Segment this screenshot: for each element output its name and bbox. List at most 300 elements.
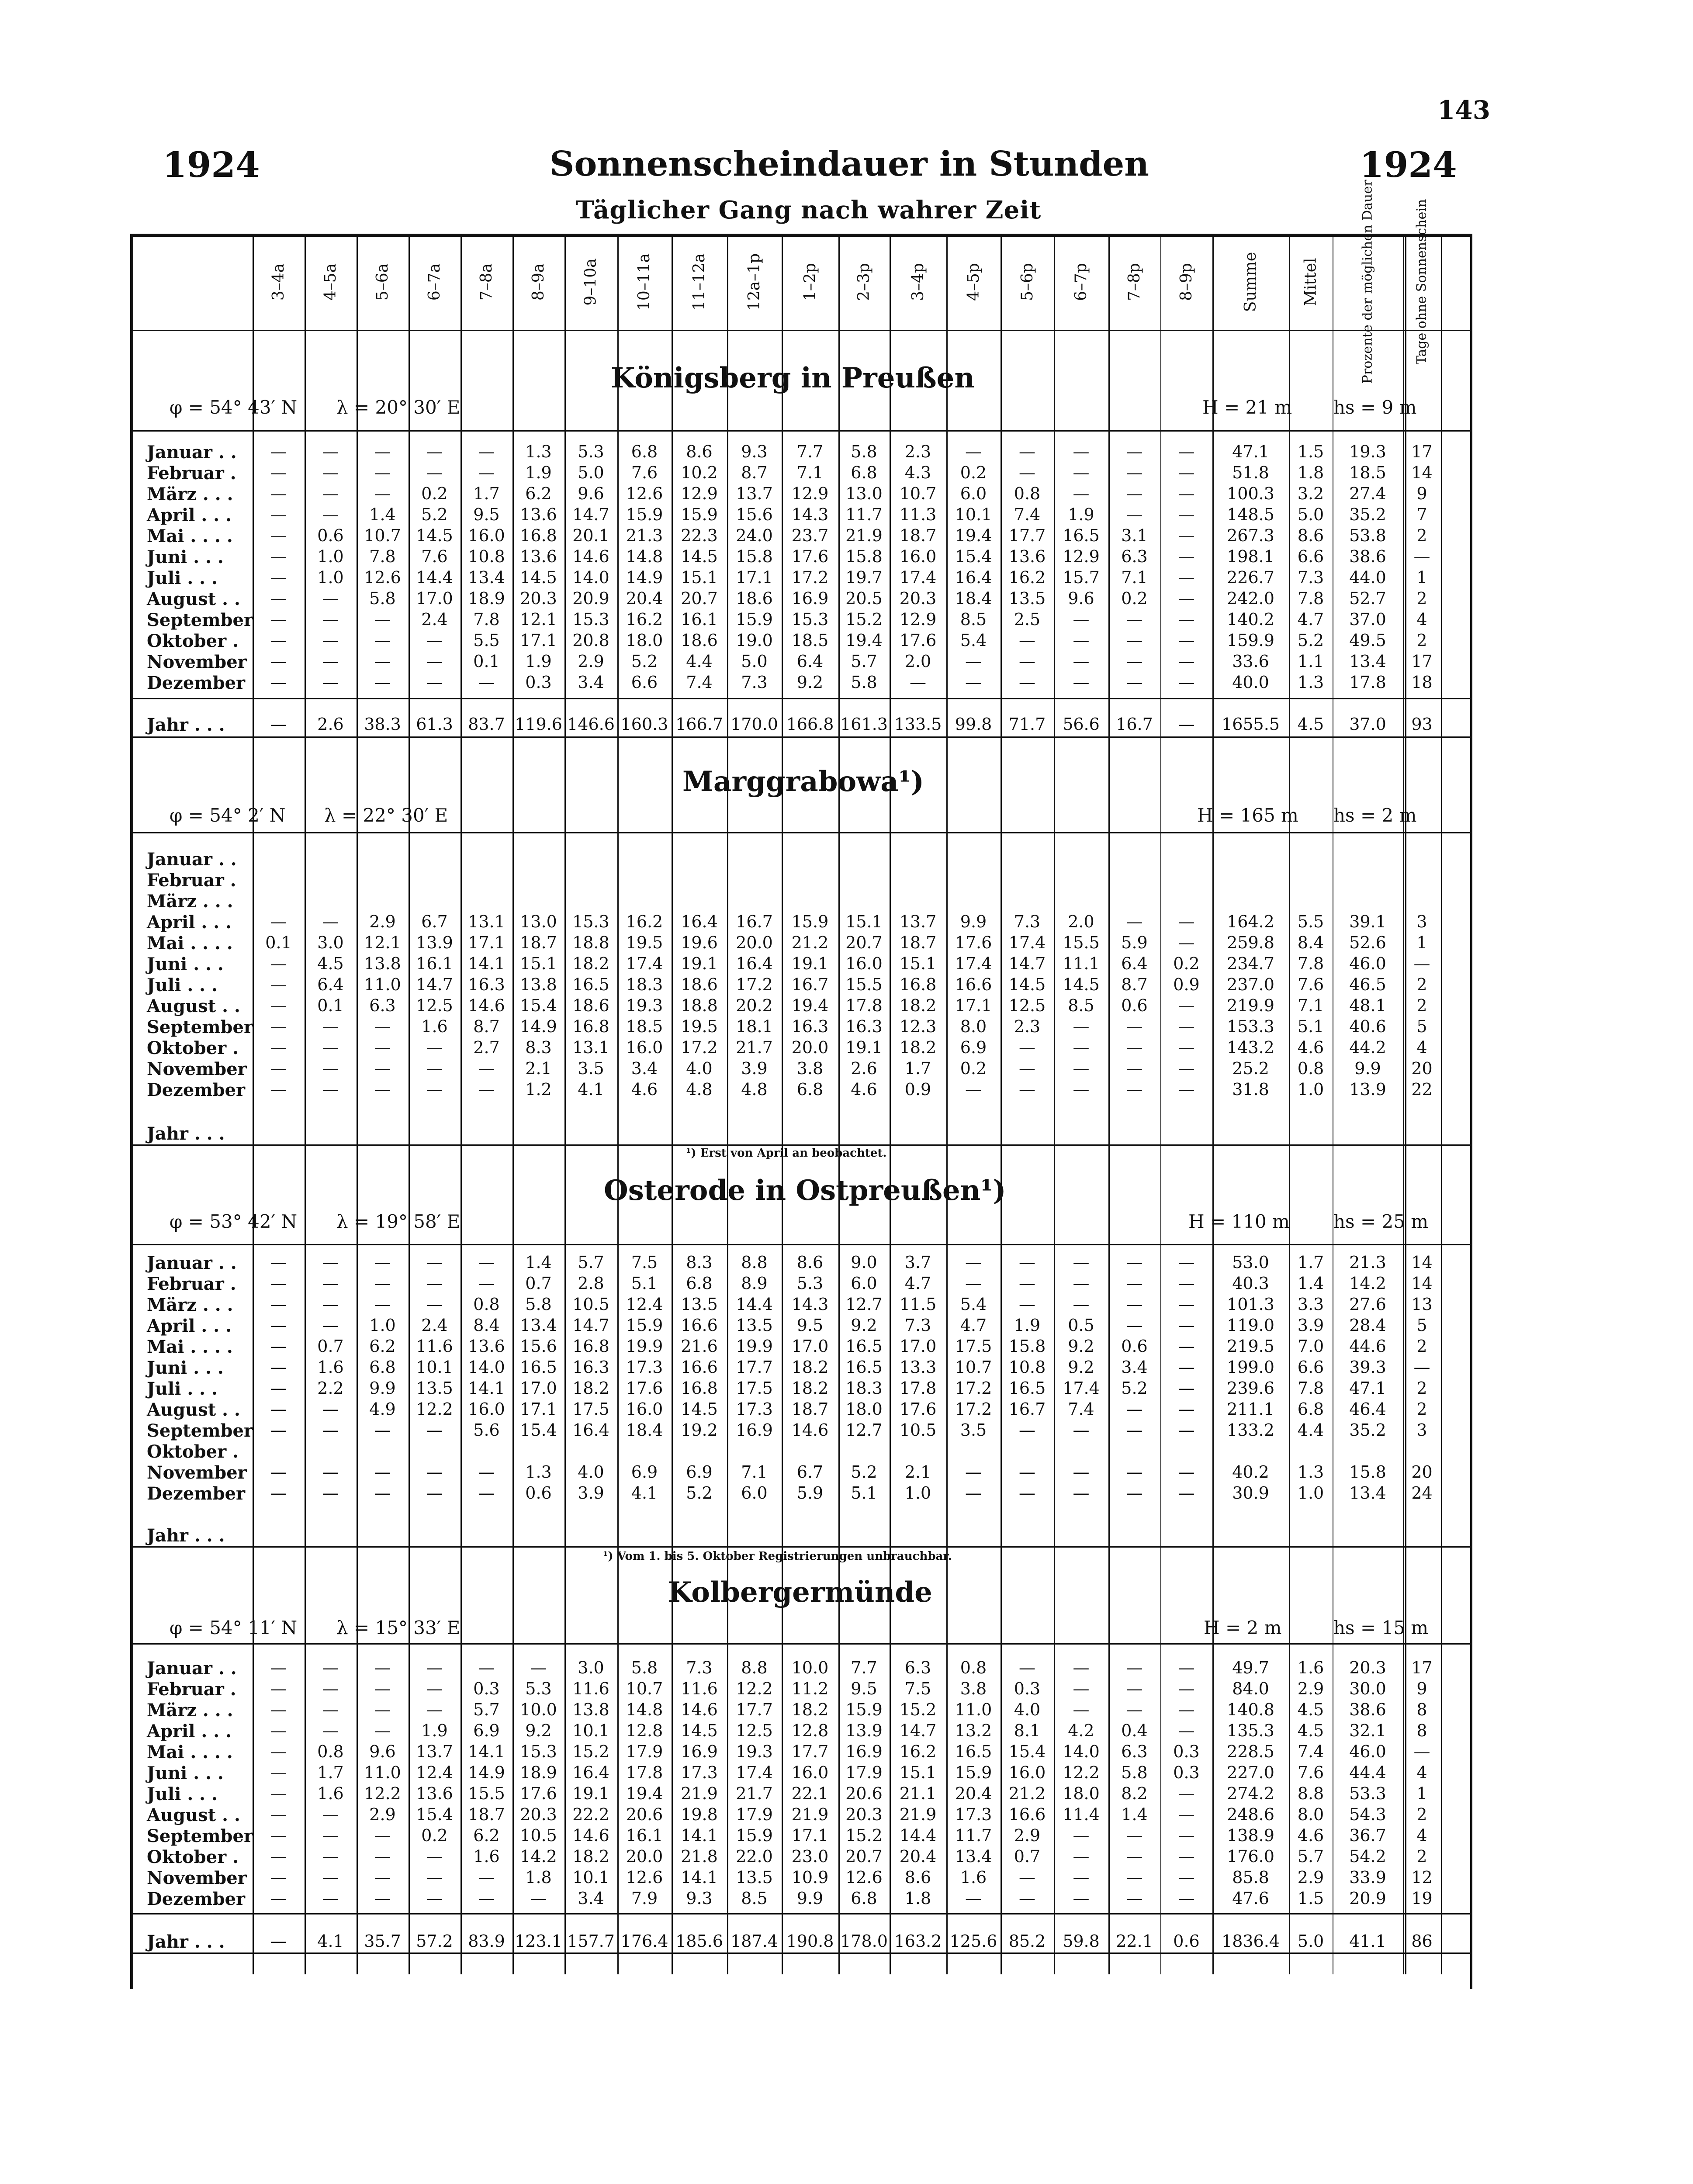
table-cell: 15.4 <box>520 996 557 1015</box>
table-cell: — <box>322 1483 339 1503</box>
table-cell: 148.5 <box>1227 505 1274 524</box>
table-cell: 22.0 <box>736 1847 773 1866</box>
table-cell: 7.3 <box>741 673 768 692</box>
table-cell: 49.5 <box>1349 631 1386 650</box>
table-cell: 6.8 <box>631 442 658 461</box>
table-cell: 15.1 <box>899 954 937 973</box>
table-cell: 15.2 <box>845 1826 883 1845</box>
table-cell: 4.1 <box>578 1080 604 1099</box>
table-cell: — <box>965 673 982 692</box>
table-cell: 6.4 <box>1121 954 1148 973</box>
table-cell: 18.0 <box>845 1400 883 1419</box>
table-cell: 40.2 <box>1232 1462 1269 1482</box>
table-cell: 14.5 <box>681 1721 718 1740</box>
table-cell: 8.4 <box>473 1316 500 1335</box>
table-cell: 13.2 <box>955 1721 992 1740</box>
month-label: Jahr . . . <box>147 715 225 735</box>
table-cell: — <box>426 1847 443 1866</box>
table-cell: 7.3 <box>1297 568 1324 587</box>
table-cell: 19.4 <box>955 526 992 545</box>
table-cell: — <box>322 1847 339 1866</box>
table-cell: 1.8 <box>1297 463 1324 482</box>
table-cell: 1.0 <box>369 1316 396 1335</box>
table-cell: 9 <box>1416 1679 1427 1698</box>
table-cell: 7.6 <box>1297 1763 1324 1782</box>
table-cell: 1655.5 <box>1222 715 1280 734</box>
column-header <box>890 236 946 328</box>
table-cell: — <box>1073 1059 1090 1078</box>
table-cell: 6.9 <box>631 1462 658 1482</box>
table-cell: 10.2 <box>681 463 718 482</box>
table-cell: 5.8 <box>369 589 396 608</box>
station-longitude: λ = 19° 58′ E <box>336 1211 460 1232</box>
table-cell: 0.6 <box>317 526 344 545</box>
table-cell: 17.5 <box>572 1400 609 1419</box>
table-cell: 17.2 <box>791 568 829 587</box>
table-cell: — <box>1073 1462 1090 1482</box>
table-cell: 119.6 <box>515 715 562 734</box>
table-cell: 15.6 <box>520 1337 557 1356</box>
table-cell: 6.7 <box>796 1462 824 1482</box>
page-subtitle: Täglicher Gang nach wahrer Zeit <box>576 196 1042 225</box>
table-cell: 13.5 <box>736 1868 773 1887</box>
table-cell: 17.3 <box>736 1400 773 1419</box>
table-cell: 16.5 <box>1008 1379 1046 1398</box>
table-cell: 1.4 <box>1121 1805 1148 1824</box>
table-cell: 36.7 <box>1349 1826 1386 1845</box>
station-hs: hs = 9 m <box>1333 397 1417 418</box>
table-cell: 0.1 <box>473 652 500 671</box>
month-label: Februar . <box>147 870 236 891</box>
table-cell: — <box>1126 912 1143 931</box>
table-cell: 1.6 <box>473 1847 500 1866</box>
table-cell: 163.2 <box>894 1932 942 1951</box>
table-cell: 17.0 <box>520 1379 557 1398</box>
table-cell: 20.7 <box>845 1847 883 1866</box>
table-cell: 6.4 <box>796 652 824 671</box>
table-cell: 16.8 <box>681 1379 718 1398</box>
table-cell: — <box>270 1316 287 1335</box>
table-cell: 7.5 <box>904 1679 931 1698</box>
table-cell: 56.6 <box>1063 715 1100 734</box>
table-cell: 4.0 <box>1014 1700 1041 1719</box>
table-cell: 3.4 <box>578 1889 604 1908</box>
station-latitude: φ = 54° 2′ N <box>170 805 286 826</box>
table-cell: 19.3 <box>1349 442 1386 461</box>
table-cell: 0.8 <box>1014 484 1041 503</box>
month-label: November <box>147 1462 247 1483</box>
table-cell: 3.3 <box>1297 1295 1324 1314</box>
table-cell: — <box>1178 673 1195 692</box>
table-cell: 44.4 <box>1349 1763 1386 1782</box>
table-cell: 7.3 <box>904 1316 931 1335</box>
table-cell: 8.0 <box>1297 1805 1324 1824</box>
month-label: Dezember <box>147 1080 246 1100</box>
table-cell: — <box>1178 1826 1195 1845</box>
table-cell: 0.1 <box>265 933 292 952</box>
table-cell: — <box>270 1847 287 1866</box>
table-cell: 20.0 <box>626 1847 663 1866</box>
table-cell: 8.3 <box>686 1253 713 1272</box>
table-cell: 11.6 <box>572 1679 609 1698</box>
table-cell: 38.3 <box>364 715 401 734</box>
table-cell: 0.9 <box>1173 975 1200 994</box>
table-cell: 2.0 <box>1068 912 1094 931</box>
table-cell: 1.9 <box>421 1721 448 1740</box>
table-cell: 17.6 <box>791 547 829 566</box>
table-cell: 1.1 <box>1297 652 1324 671</box>
table-cell: 1.9 <box>525 463 552 482</box>
table-cell: 11.1 <box>1063 954 1100 973</box>
table-cell: — <box>270 1679 287 1698</box>
table-cell: 19.4 <box>791 996 829 1015</box>
station-footnote: ¹) Vom 1. bis 5. Oktober Registrierungen unbrauchbar. <box>603 1550 952 1563</box>
table-cell: 14.9 <box>520 1017 557 1036</box>
table-cell: 4.8 <box>686 1080 713 1099</box>
table-cell: — <box>426 631 443 650</box>
table-cell: 99.8 <box>955 715 992 734</box>
table-cell: 0.2 <box>1173 954 1200 973</box>
table-cell: 5.1 <box>631 1274 658 1293</box>
table-cell: — <box>270 1462 287 1482</box>
table-cell: — <box>270 1658 287 1677</box>
table-cell: — <box>270 1805 287 1824</box>
table-cell: — <box>1178 505 1195 524</box>
table-cell: 40.6 <box>1349 1017 1386 1036</box>
table-cell: — <box>1178 1721 1195 1740</box>
month-label: April . . . <box>147 1721 232 1742</box>
table-cell: 15.2 <box>845 610 883 629</box>
table-cell: 7.1 <box>1121 568 1148 587</box>
table-cell: 100.3 <box>1227 484 1274 503</box>
table-cell: 6.9 <box>473 1721 500 1740</box>
table-cell: 18.8 <box>681 996 718 1015</box>
table-cell: — <box>374 1721 391 1740</box>
table-cell: — <box>426 1889 443 1908</box>
table-cell: 219.9 <box>1227 996 1274 1015</box>
table-cell: 15.4 <box>520 1420 557 1440</box>
table-cell: — <box>1073 1274 1090 1293</box>
table-cell: 16.6 <box>681 1358 718 1377</box>
table-cell: 39.3 <box>1349 1358 1386 1377</box>
table-cell: 18.7 <box>468 1805 505 1824</box>
table-cell: 4.1 <box>631 1483 658 1503</box>
table-cell: — <box>530 1889 547 1908</box>
table-cell: 15.3 <box>572 610 609 629</box>
table-cell: 15.9 <box>736 1826 773 1845</box>
table-cell: 83.9 <box>468 1932 505 1951</box>
table-cell: 18.4 <box>955 589 992 608</box>
table-cell: — <box>426 463 443 482</box>
table-cell: 6.8 <box>1297 1400 1324 1419</box>
table-cell: 8.5 <box>960 610 987 629</box>
table-cell: — <box>1178 463 1195 482</box>
table-cell: 7.6 <box>421 547 448 566</box>
table-cell: 17.1 <box>468 933 505 952</box>
month-label: Juli . . . <box>147 1784 218 1804</box>
table-cell: 9.5 <box>851 1679 877 1698</box>
table-cell: 20.7 <box>681 589 718 608</box>
table-cell: 14.1 <box>468 954 505 973</box>
month-label: Oktober . <box>147 1038 239 1058</box>
table-cell: — <box>1019 1274 1035 1293</box>
table-cell: 1.3 <box>1297 673 1324 692</box>
table-cell: 18 <box>1411 673 1433 692</box>
column-header-label: 7–8p <box>1125 263 1143 301</box>
table-cell: 157.7 <box>567 1932 615 1951</box>
table-cell: 18.2 <box>791 1358 829 1377</box>
table-cell: 16.3 <box>845 1017 883 1036</box>
table-cell: 13.7 <box>899 912 937 931</box>
station-height: H = 110 m <box>1188 1211 1290 1232</box>
table-cell: 16.3 <box>791 1017 829 1036</box>
table-cell: 16.6 <box>1008 1805 1046 1824</box>
table-cell: — <box>322 484 339 503</box>
table-cell: — <box>1178 442 1195 461</box>
table-cell: 13.8 <box>572 1700 609 1719</box>
table-cell: 1.6 <box>1297 1658 1324 1677</box>
table-cell: — <box>426 1868 443 1887</box>
table-cell: 17.1 <box>791 1826 829 1845</box>
table-cell: 2.9 <box>1297 1679 1324 1698</box>
table-cell: — <box>478 1658 495 1677</box>
table-cell: — <box>1178 1462 1195 1482</box>
table-cell: — <box>1126 1700 1143 1719</box>
table-cell: 16.4 <box>736 954 773 973</box>
table-cell: 18.2 <box>791 1379 829 1398</box>
table-cell: 59.8 <box>1063 1932 1100 1951</box>
table-cell: 4.5 <box>1297 715 1324 734</box>
table-cell: 17.7 <box>736 1700 773 1719</box>
table-cell: — <box>1178 1805 1195 1824</box>
table-cell: — <box>322 442 339 461</box>
table-cell: 5.7 <box>473 1700 500 1719</box>
table-cell: 28.4 <box>1349 1316 1386 1335</box>
table-cell: — <box>374 1295 391 1314</box>
table-cell: — <box>270 589 287 608</box>
table-cell: 17.4 <box>955 954 992 973</box>
table-cell: 18.7 <box>899 526 937 545</box>
table-cell: 4.1 <box>317 1932 344 1951</box>
table-cell: — <box>374 1847 391 1866</box>
table-cell: 16.7 <box>736 912 773 931</box>
table-cell: — <box>1073 1080 1090 1099</box>
column-header <box>1333 180 1403 384</box>
table-cell: 14.9 <box>468 1763 505 1782</box>
month-label: März . . . <box>147 1700 233 1721</box>
table-cell: 16.0 <box>791 1763 829 1782</box>
table-cell: — <box>1019 1420 1035 1440</box>
year-left: 1924 <box>163 144 260 185</box>
table-cell: 15.3 <box>520 1742 557 1761</box>
table-cell: 6.2 <box>473 1826 500 1845</box>
table-cell: 52.6 <box>1349 933 1386 952</box>
table-cell: 8.8 <box>741 1658 768 1677</box>
station-longitude: λ = 20° 30′ E <box>336 397 460 418</box>
table-cell: 17.8 <box>845 996 883 1015</box>
table-cell: — <box>374 1658 391 1677</box>
table-cell: — <box>322 589 339 608</box>
table-cell: 17.3 <box>955 1805 992 1824</box>
table-cell: — <box>1073 442 1090 461</box>
table-cell: 2.9 <box>1014 1826 1041 1845</box>
month-label: Dezember <box>147 1483 246 1504</box>
table-cell: 8.5 <box>741 1889 768 1908</box>
table-cell: 242.0 <box>1227 589 1274 608</box>
table-cell: — <box>426 1295 443 1314</box>
table-cell: 3.5 <box>578 1059 604 1078</box>
table-cell: — <box>270 1017 287 1036</box>
table-cell: 18.8 <box>572 933 609 952</box>
table-cell: 170.0 <box>731 715 778 734</box>
table-cell: 30.9 <box>1232 1483 1269 1503</box>
table-cell: 12.6 <box>626 484 663 503</box>
table-cell: 8.6 <box>796 1253 824 1272</box>
table-cell: — <box>322 1059 339 1078</box>
table-cell: — <box>270 996 287 1015</box>
table-cell: — <box>965 652 982 671</box>
table-cell: — <box>965 442 982 461</box>
table-cell: 7.4 <box>1297 1742 1324 1761</box>
table-cell: 12.2 <box>416 1400 453 1419</box>
table-cell: 6.0 <box>960 484 987 503</box>
table-cell: 198.1 <box>1227 547 1274 566</box>
table-cell: — <box>426 1462 443 1482</box>
table-cell: 14.2 <box>1349 1274 1386 1293</box>
table-cell: 57.2 <box>416 1932 453 1951</box>
table-cell: 228.5 <box>1227 1742 1274 1761</box>
table-cell: 5.3 <box>525 1679 552 1698</box>
table-cell: 14.5 <box>1008 975 1046 994</box>
table-cell: 16.8 <box>899 975 937 994</box>
table-cell: — <box>270 975 287 994</box>
table-cell: — <box>270 1358 287 1377</box>
table-cell: 11.0 <box>364 975 401 994</box>
table-cell: 14.5 <box>520 568 557 587</box>
table-cell: 2.9 <box>1297 1868 1324 1887</box>
table-cell: 17.1 <box>955 996 992 1015</box>
column-rule <box>1441 234 1442 1974</box>
table-cell: — <box>322 652 339 671</box>
table-cell: 19.5 <box>681 1017 718 1036</box>
table-cell: 5.2 <box>1121 1379 1148 1398</box>
table-cell: — <box>1178 1337 1195 1356</box>
table-cell: 18.6 <box>681 975 718 994</box>
table-cell: — <box>1126 673 1143 692</box>
table-cell: 37.0 <box>1349 715 1386 734</box>
table-cell: 35.2 <box>1349 505 1386 524</box>
table-cell: 5.4 <box>960 1295 987 1314</box>
column-header <box>1108 236 1160 328</box>
table-cell: 1.9 <box>525 652 552 671</box>
table-cell: 16.0 <box>1008 1763 1046 1782</box>
table-cell: 0.2 <box>960 463 987 482</box>
table-cell: 7.4 <box>1014 505 1041 524</box>
table-cell: 19.1 <box>681 954 718 973</box>
table-cell: 7.1 <box>741 1462 768 1482</box>
table-cell: 3.0 <box>578 1658 604 1677</box>
table-cell: 16.4 <box>572 1420 609 1440</box>
table-cell: 7.7 <box>851 1658 877 1677</box>
table-cell: 14.5 <box>1063 975 1100 994</box>
table-cell: 12.5 <box>416 996 453 1015</box>
month-label: November <box>147 1868 247 1888</box>
table-cell: 21.9 <box>845 526 883 545</box>
table-cell: 5.8 <box>851 442 877 461</box>
station-latitude: φ = 54° 43′ N <box>170 397 298 418</box>
table-cell: — <box>1178 1080 1195 1099</box>
table-cell: 2 <box>1416 1400 1427 1419</box>
table-cell: 18.7 <box>791 1400 829 1419</box>
table-cell: — <box>270 631 287 650</box>
station-height: H = 165 m <box>1197 805 1298 826</box>
table-cell: 61.3 <box>416 715 453 734</box>
table-cell: 20 <box>1411 1462 1433 1482</box>
table-cell: 5.2 <box>631 652 658 671</box>
month-label: Juni . . . <box>147 547 224 567</box>
table-cell: 0.3 <box>1173 1763 1200 1782</box>
table-cell: — <box>322 463 339 482</box>
column-header <box>253 236 305 328</box>
table-cell: 16.0 <box>626 1400 663 1419</box>
table-cell: 8 <box>1416 1700 1427 1719</box>
table-cell: 16.4 <box>681 912 718 931</box>
table-cell: 19.7 <box>845 568 883 587</box>
table-cell: — <box>270 1826 287 1845</box>
column-header-label: Summe <box>1242 252 1260 312</box>
table-cell: 6.0 <box>741 1483 768 1503</box>
column-header <box>782 236 838 328</box>
table-cell: 16.8 <box>520 526 557 545</box>
table-cell: — <box>1019 1462 1035 1482</box>
table-cell: 10.8 <box>1008 1358 1046 1377</box>
table-cell: 52.7 <box>1349 589 1386 608</box>
table-cell: — <box>478 1889 495 1908</box>
table-cell: 15.7 <box>1063 568 1100 587</box>
table-cell: — <box>374 631 391 650</box>
table-cell: 8.7 <box>741 463 768 482</box>
table-cell: 0.8 <box>473 1295 500 1314</box>
table-cell: 12.2 <box>1063 1763 1100 1782</box>
table-cell: 48.1 <box>1349 996 1386 1015</box>
table-cell: 18.3 <box>626 975 663 994</box>
table-cell: 2 <box>1416 1337 1427 1356</box>
table-cell: 16.0 <box>845 954 883 973</box>
row-rule <box>130 430 1471 432</box>
table-cell: 15.5 <box>1063 933 1100 952</box>
table-cell: 15.4 <box>1008 1742 1046 1761</box>
table-cell: 14.6 <box>572 1826 609 1845</box>
table-cell: 16.0 <box>899 547 937 566</box>
table-cell: 22.1 <box>1116 1932 1153 1951</box>
table-cell: 30.0 <box>1349 1679 1386 1698</box>
table-cell: 2.4 <box>421 610 448 629</box>
table-cell: 17.4 <box>736 1763 773 1782</box>
table-cell: — <box>965 1889 982 1908</box>
table-cell: 21.9 <box>681 1784 718 1803</box>
table-cell: 166.8 <box>786 715 834 734</box>
column-header <box>460 236 512 328</box>
table-cell: 11.4 <box>1063 1805 1100 1824</box>
table-cell: 46.4 <box>1349 1400 1386 1419</box>
table-cell: 9.3 <box>741 442 768 461</box>
table-cell: 15.3 <box>791 610 829 629</box>
table-cell: 17.1 <box>736 568 773 587</box>
column-header <box>409 236 460 328</box>
table-cell: 10.0 <box>791 1658 829 1677</box>
table-cell: 9.9 <box>796 1889 824 1908</box>
table-cell: 1.8 <box>525 1868 552 1887</box>
